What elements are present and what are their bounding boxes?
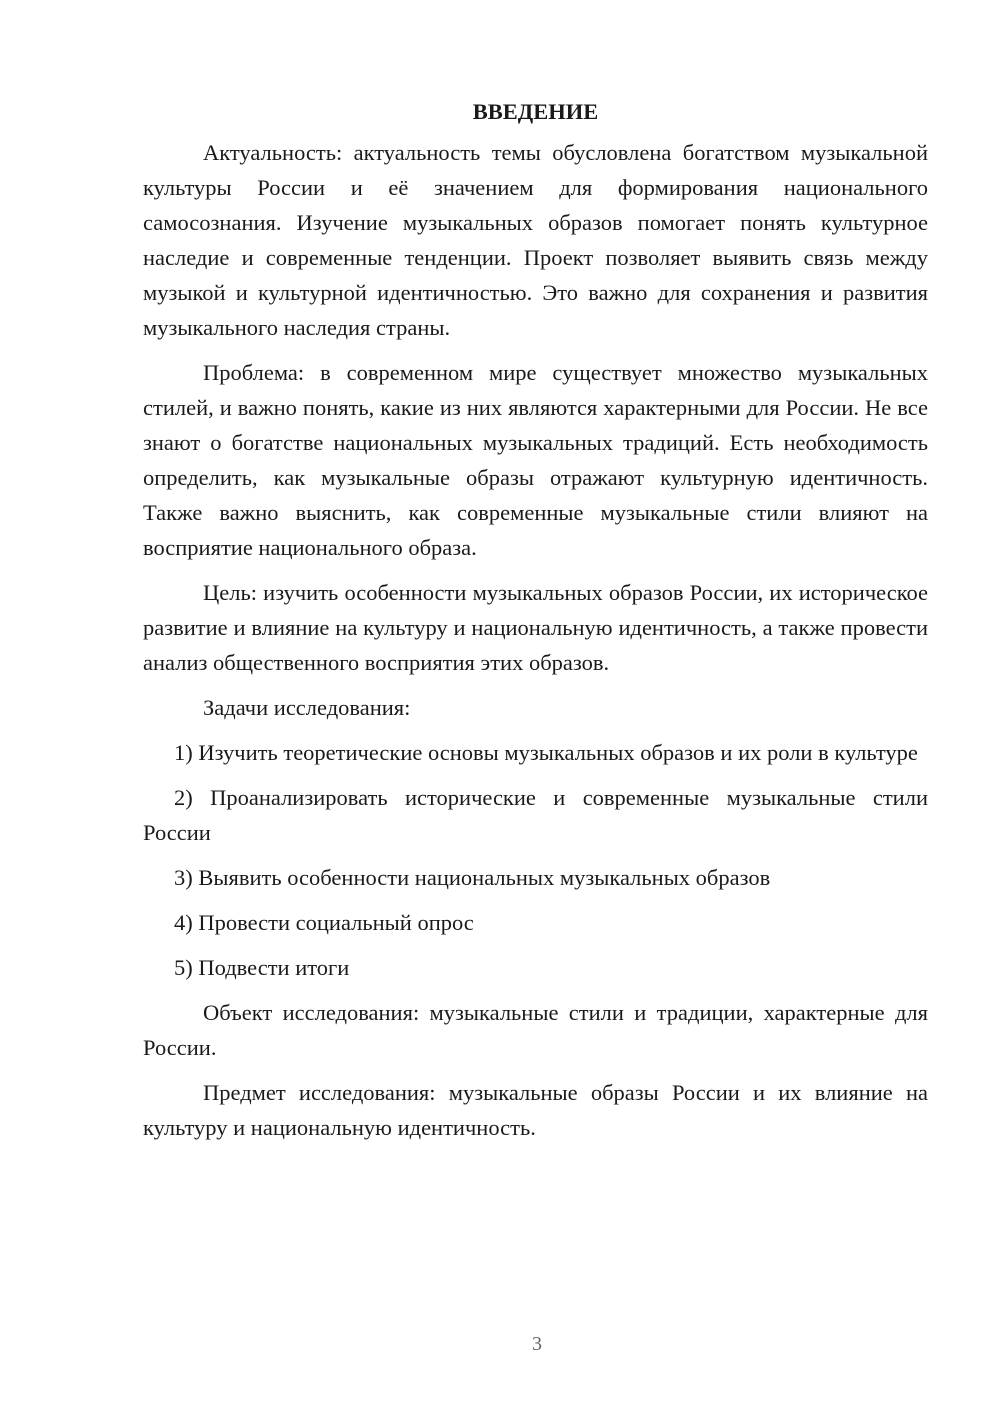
problem-paragraph: Проблема: в современном мире существует множество музыкальных стилей, и важно понять, какие из них являются характерными для России. Не все знают о богатстве национальных музыкальных традиций. Есть необходимость определить, как музыкальные образы отражают культурную идентичность. Также важно выяснить, как современные музыкальные стили влияют на восприятие национального образа.	[143, 360, 928, 560]
object-paragraph: Объект исследования: музыкальные стили и традиции, характерные для России.	[143, 1000, 928, 1060]
task-item-4: 4) Провести социальный опрос	[174, 910, 474, 935]
page-content	[143, 94, 928, 1155]
goal-paragraph: Цель: изучить особенности музыкальных образов России, их историческое развитие и влияние на культуру и национальную идентичность, а также провести анализ общественного восприятия этих образов.	[143, 580, 928, 675]
relevance-paragraph: Актуальность: актуальность темы обусловлена богатством музыкальной культуры России и её значением для формирования национального самосознания. Изучение музыкальных образов помогает понять культурное наследие и современные тенденции. Проект позволяет выявить связь между музыкой и культурной идентичностью. Это важно для сохранения и развития музыкального наследия страны.	[143, 140, 928, 340]
task-item-5: 5) Подвести итоги	[174, 955, 350, 980]
task-item-2: 2) Проанализировать исторические и современные музыкальные стили России	[143, 785, 928, 845]
section-heading: ВВЕДЕНИЕ	[472, 99, 599, 124]
subject-paragraph: Предмет исследования: музыкальные образы России и их влияние на культуру и национальную идентичность.	[143, 1080, 928, 1140]
task-item-3: 3) Выявить особенности национальных музыкальных образов	[174, 865, 771, 890]
task-item-1: 1) Изучить теоретические основы музыкальных образов и их роли в культуре	[174, 740, 918, 765]
page-number: 3	[532, 1333, 542, 1355]
tasks-title: Задачи исследования:	[203, 695, 411, 720]
